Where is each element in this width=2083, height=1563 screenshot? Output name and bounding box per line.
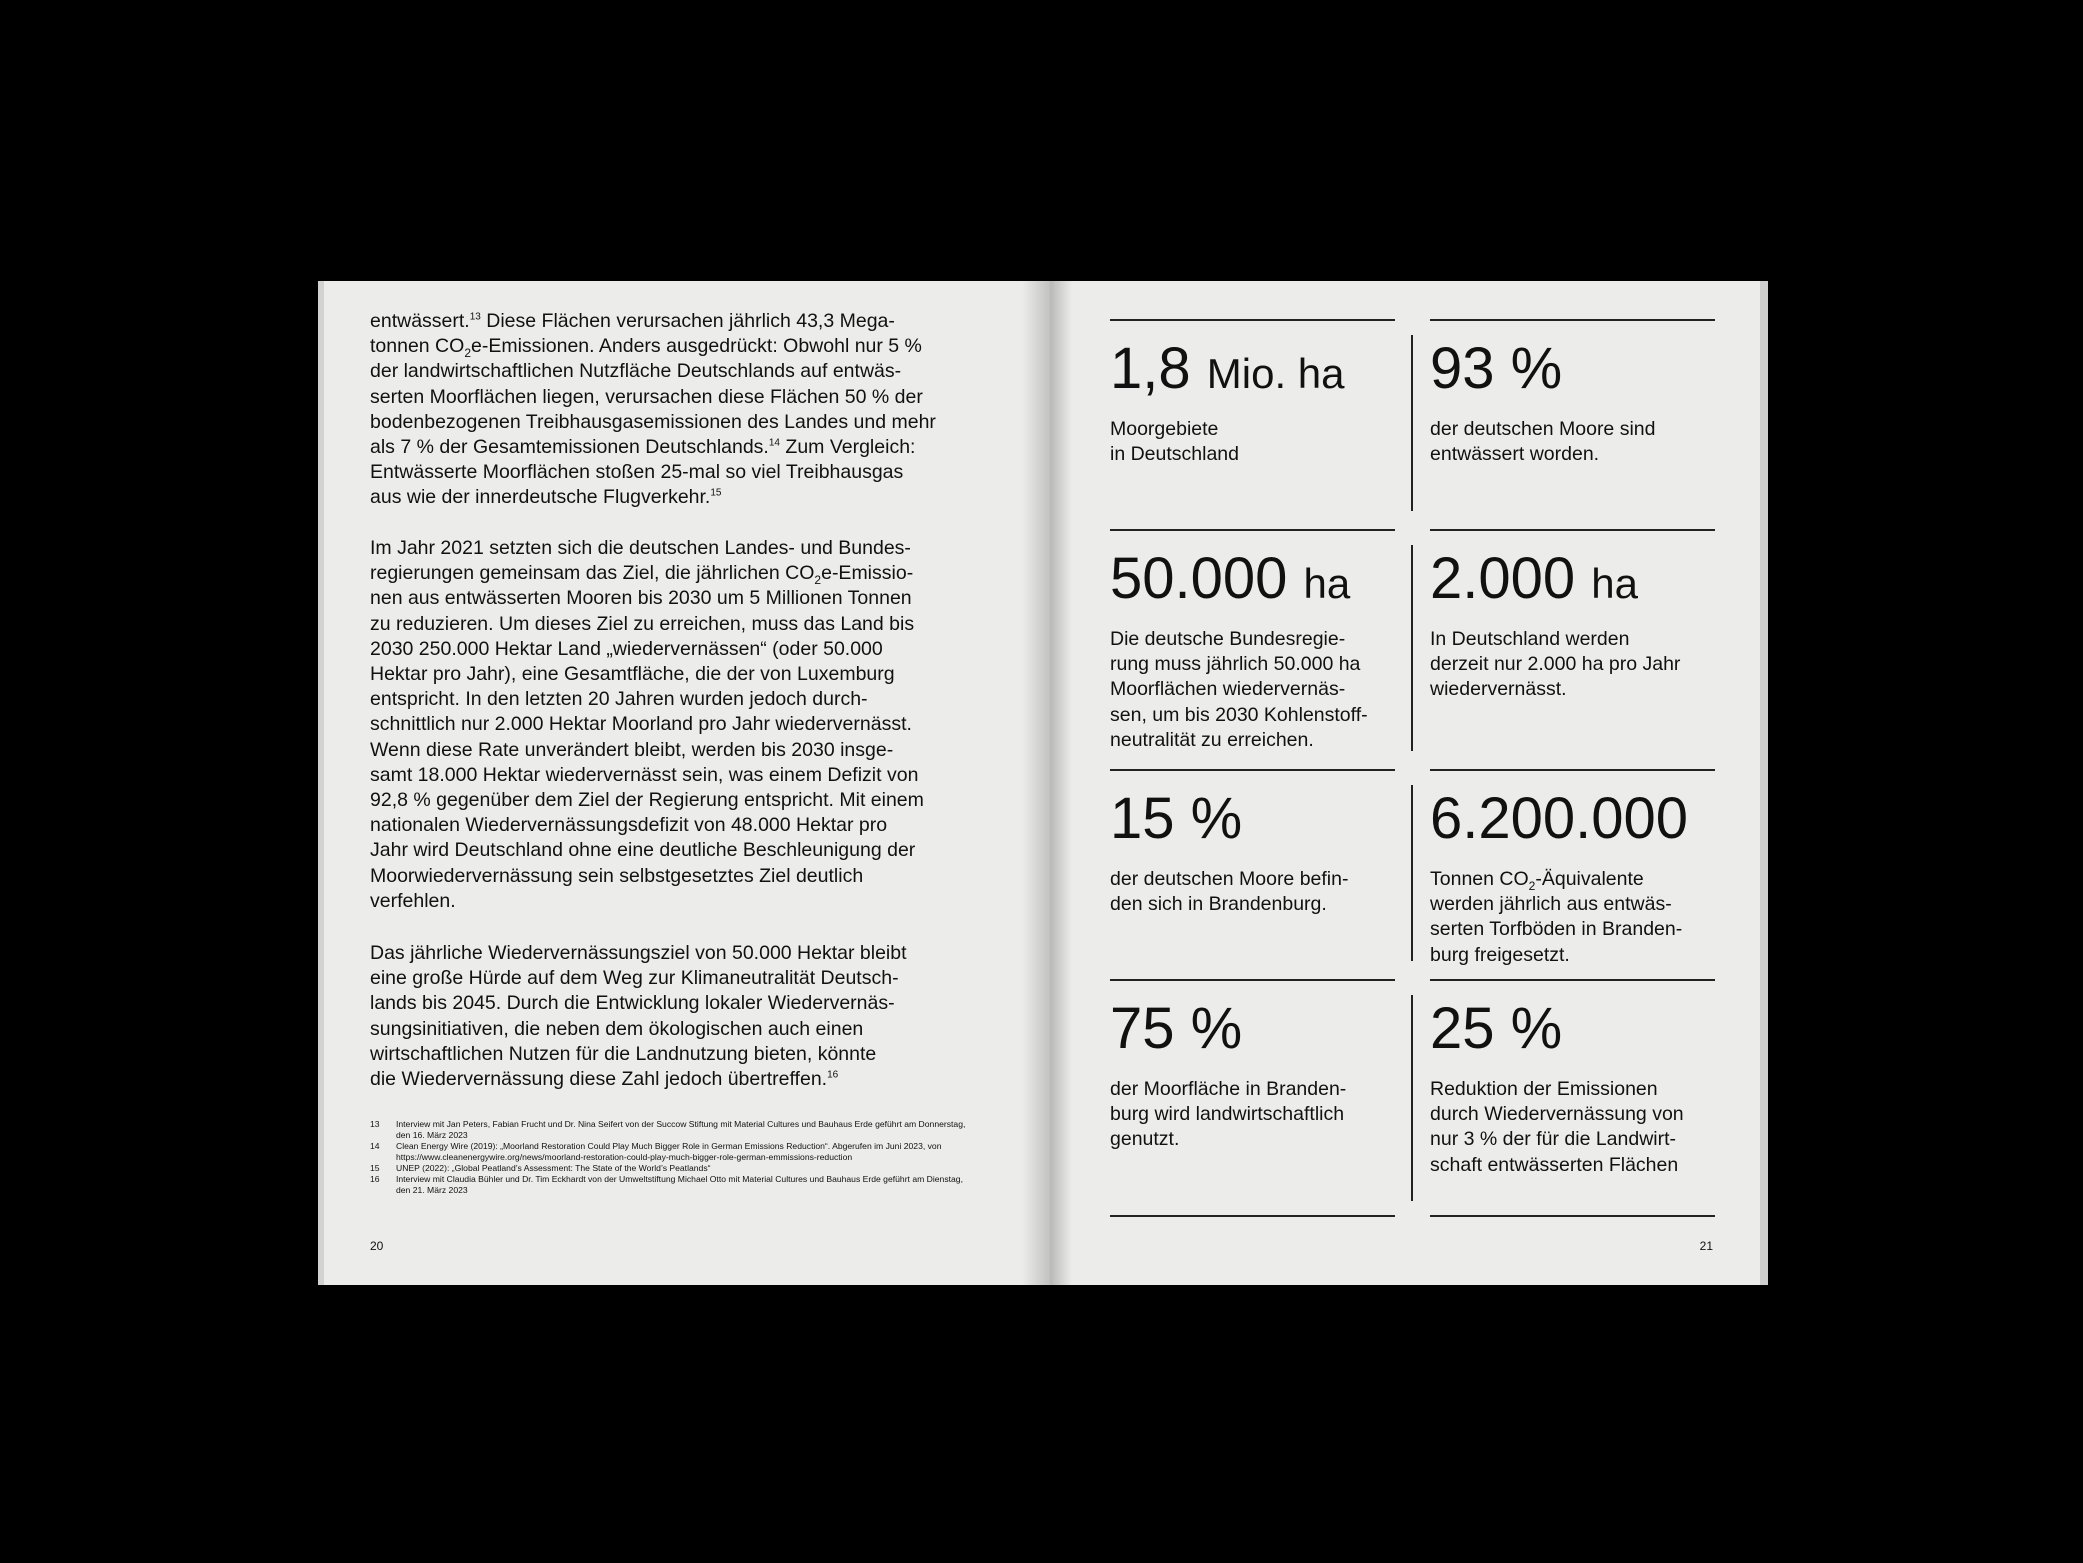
stat-description: der Moorfläche in Branden- burg wird landwirtschaftlich genutzt.	[1110, 1078, 1347, 1151]
stat-description: Die deutsche Bundesregie- rung muss jährlich 50.000 ha Moorflächen wiedervernäs- sen, um bis 2030 Kohlenstoff- neutralität zu erreichen.	[1110, 628, 1368, 751]
footnote: 16 Interview mit Claudia Bühler und Dr. Tim Eckhardt von der Umweltstiftung Michael Otto mit Material Cultures und Bauhaus Erde geführt am Dienstag, den 21. März 2023	[370, 1174, 963, 1195]
stat-description: der deutschen Moore befin- den sich in Brandenburg.	[1110, 868, 1349, 916]
text-line: zu reduzieren. Um dieses Ziel zu erreichen, muss das Land bis	[370, 612, 915, 635]
page-number: 20	[370, 1239, 384, 1253]
text-line: der landwirtschaftlichen Nutzfläche Deutschlands auf entwäs-	[370, 360, 902, 383]
stat-value: 2.000	[1430, 546, 1576, 611]
page-edge	[318, 281, 324, 1285]
text-line: 2030 250.000 Hektar Land „wiedervernässen“ (oder 50.000	[370, 637, 883, 660]
text-line: tonnen $CO_2e$-Emissionen. Anders ausgedrückt: Obwohl nur 5 %	[370, 335, 922, 361]
footnote-ref: 13	[469, 311, 481, 323]
text-line: Wenn diese Rate unverändert bleibt, werden bis 2030 insge-	[370, 738, 894, 761]
text-line: regierungen gemeinsam das Ziel, die jährlichen $CO_2e-Emissio-$	[370, 562, 914, 588]
text-line: sungsinitiativen, die neben dem ökologischen auch einen	[370, 1017, 864, 1040]
stat-value: 15 %	[1110, 786, 1243, 851]
column-divider	[1411, 545, 1413, 751]
text-line: Jahr wird Deutschland ohne eine deutliche Beschleunigung der	[370, 839, 916, 862]
text-line: als 7 % der Gesamtemissionen Deutschlands.$^{14}$ Zum Vergleich:	[370, 436, 916, 459]
bottom-rule	[1110, 1215, 1395, 1217]
stat-value: 50.000	[1110, 546, 1288, 611]
right-page	[1050, 281, 1768, 1285]
stat-description: In Deutschland werden derzeit nur 2.000 ha pro Jahr wiedervernässt.	[1430, 628, 1681, 701]
text-line: aus wie der innerdeutsche Flugverkehr.$^{15}$	[370, 486, 722, 509]
column-divider	[1411, 335, 1413, 511]
stat-description: der deutschen Moore sind entwässert worden.	[1430, 418, 1656, 466]
text-line: schnittlich nur 2.000 Hektar Moorland pro Jahr wiedervernässt.	[370, 713, 912, 736]
text-line: Hektar pro Jahr), eine Gesamtfläche, die der von Luxemburg	[370, 663, 895, 686]
text-line: Im Jahr 2021 setzten sich die deutschen Landes- und Bundes-	[370, 537, 911, 559]
text-line: die Wiedervernässung diese Zahl jedoch übertreffen.$^{16}$	[370, 1068, 839, 1091]
bottom-rule	[1430, 1215, 1715, 1217]
text-line: serten Moorflächen liegen, verursachen diese Flächen 50 % der	[370, 385, 923, 408]
footnote-ref: 15	[710, 487, 722, 499]
text-line: nationalen Wiedervernässungsdefizit von 48.000 Hektar pro	[370, 814, 888, 837]
paragraph-3	[370, 941, 990, 1092]
text-line: Moorwiedervernässung sein selbstgesetztes Ziel deutlich	[370, 864, 864, 887]
text-line: wirtschaftlichen Nutzen für die Landnutzung bieten, könnte	[370, 1042, 877, 1065]
page-number: 21	[1699, 1239, 1713, 1253]
text-line: lands bis 2045. Durch die Entwicklung lokaler Wiedervernäs-	[370, 992, 895, 1015]
stat-value: 25 %	[1430, 996, 1563, 1061]
text-line: Das jährliche Wiedervernässungsziel von 50.000 Hektar bleibt	[370, 942, 907, 964]
footnote-ref: 14	[768, 437, 780, 449]
text-line: samt 18.000 Hektar wiedervernässt sein, was einem Defizit von	[370, 763, 919, 786]
text-line: 92,8 % gegenüber dem Ziel der Regierung entspricht. Mit einem	[370, 789, 924, 812]
column-divider	[1411, 785, 1413, 961]
stat-unit: ha	[1303, 560, 1351, 607]
text-line: Entwässerte Moorflächen stoßen 25-mal so viel Treibhausgas	[370, 461, 904, 484]
gutter-shadow	[1022, 281, 1050, 1285]
footnote-ref: 16	[827, 1069, 839, 1081]
text-line: nen aus entwässerten Mooren bis 2030 um 5 Millionen Tonnen	[370, 587, 912, 610]
paragraph-2	[370, 536, 990, 914]
footnote: 14 Clean Energy Wire (2019): „Moorland Restoration Could Play Much Bigger Role in German Emissions Reduction“. Abgerufen im Juni 2023, von https://www.cleanenergywire.org/news/moorland-restoration-could-play-much-bigger-role-german-emmissions-reduction	[370, 1141, 942, 1162]
stat-unit: ha	[1591, 560, 1638, 607]
text-line: bodenbezogenen Treibhausgasemissionen des Landes und mehr	[370, 410, 936, 433]
stat-description: Tonnen $CO_2$-Äquivalente werden jährlich aus entwäs- serten Torfböden in Branden- burg freigesetzt.	[1430, 868, 1683, 966]
stat-value: 6.200.000	[1430, 786, 1689, 851]
stat-unit: Mio. ha	[1206, 350, 1345, 397]
text-line: entspricht. In den letzten 20 Jahren wurden jedoch durch-	[370, 688, 868, 711]
footnote: 15 UNEP (2022): „Global Peatland’s Assessment: The State of the World’s Peatlands“	[370, 1163, 711, 1173]
text-line: verfehlen.	[370, 889, 456, 912]
column-divider	[1411, 995, 1413, 1201]
stat-description: Reduktion der Emissionen durch Wiedervernässung von nur 3 % der für die Landwirt- schaft entwässerten Flächen	[1430, 1078, 1684, 1176]
text-line: eine große Hürde auf dem Weg zur Klimaneutralität Deutsch-	[370, 967, 899, 990]
stat-description: Moorgebiete in Deutschland	[1110, 418, 1239, 466]
paragraph-1	[370, 309, 990, 511]
left-page	[318, 281, 1050, 1285]
gutter-shadow	[1050, 281, 1072, 1285]
page-edge	[1760, 281, 1768, 1285]
stat-value: 75 %	[1110, 996, 1243, 1061]
text-line: entwässert.$^{13}$ Diese Flächen verursachen jährlich 43,3 Mega-	[370, 310, 895, 332]
footnotes	[370, 1119, 970, 1196]
stat-value: 1,8	[1110, 336, 1191, 401]
stat-value: 93 %	[1430, 336, 1563, 401]
footnote: 13 Interview mit Jan Peters, Fabian Frucht und Dr. Nina Seifert von der Succow Stiftung mit Material Cultures und Bauhaus Erde geführt am Donnerstag, den 16. März 2023	[370, 1119, 966, 1140]
